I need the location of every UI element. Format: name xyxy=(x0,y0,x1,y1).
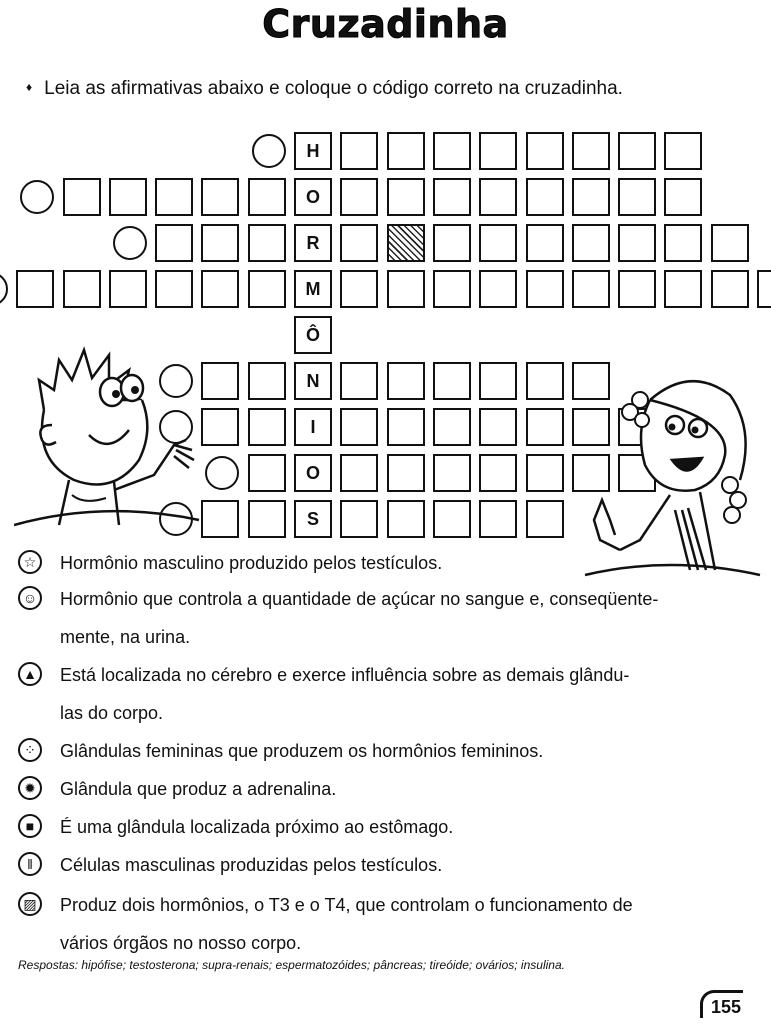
crossword-cell[interactable] xyxy=(479,408,517,446)
clue-text: Glândulas femininas que produzem os hormônios femininos. xyxy=(60,741,544,761)
crossword-cell[interactable] xyxy=(618,224,656,262)
clue-text: Células masculinas produzidas pelos testículos. xyxy=(60,855,443,875)
crossword-cell[interactable] xyxy=(340,224,378,262)
clue-text-continued: las do corpo. xyxy=(60,703,164,723)
crossword-cell[interactable] xyxy=(526,224,564,262)
bullet-icon: ♦ xyxy=(26,80,33,94)
crossword-cell[interactable] xyxy=(479,454,517,492)
instruction-text: Leia as afirmativas abaixo e coloque o código correto na cruzadinha. xyxy=(44,78,623,99)
crossword-cell[interactable] xyxy=(479,224,517,262)
clue-text-continued: mente, na urina. xyxy=(60,627,191,647)
crossword-cell[interactable] xyxy=(387,362,425,400)
crossword-cell[interactable] xyxy=(433,362,471,400)
clue-code-circle[interactable] xyxy=(205,456,239,490)
crossword-cell[interactable] xyxy=(572,178,610,216)
vertical-lines-icon: ‖ xyxy=(18,852,42,876)
crossword-cell[interactable] xyxy=(201,362,239,400)
crossword-cell[interactable] xyxy=(433,224,471,262)
crossword-cell[interactable] xyxy=(433,500,471,538)
crossword-cell[interactable] xyxy=(248,500,286,538)
square-icon: ■ xyxy=(18,814,42,838)
crossword-cell[interactable] xyxy=(664,132,702,170)
crossword-cell[interactable] xyxy=(155,178,193,216)
clue-text: Está localizada no cérebro e exerce influência sobre as demais glându- xyxy=(60,665,630,685)
page-title: Cruzadinha xyxy=(262,2,509,46)
crossword-key-cell[interactable]: O xyxy=(294,178,332,216)
crossword-cell[interactable] xyxy=(526,362,564,400)
crossword-cell[interactable] xyxy=(201,224,239,262)
crossword-cell[interactable] xyxy=(63,178,101,216)
triangle-icon: ▲ xyxy=(18,662,42,686)
crossword-cell[interactable] xyxy=(248,454,286,492)
page-number: 155 xyxy=(700,990,743,1018)
clue-item xyxy=(18,886,758,962)
crossword-cell[interactable] xyxy=(201,270,239,308)
clue-item xyxy=(18,770,758,808)
crossword-cell[interactable] xyxy=(526,132,564,170)
crossword-cell[interactable] xyxy=(618,178,656,216)
instruction xyxy=(26,78,623,100)
clue-text: É uma glândula localizada próximo ao estômago. xyxy=(60,817,454,837)
crossword-cell[interactable] xyxy=(387,454,425,492)
crossword-cell[interactable] xyxy=(433,178,471,216)
clue-code-circle[interactable] xyxy=(252,134,286,168)
crossword-cell[interactable] xyxy=(340,132,378,170)
answers-line: Respostas: hipófise; testosterona; supra-renais; espermatozóides; pâncreas; tireóide; ovários; insulina. xyxy=(18,958,565,972)
clue-text: Hormônio que controla a quantidade de açúcar no sangue e, conseqüente- xyxy=(60,589,659,609)
crossword-cell[interactable] xyxy=(618,132,656,170)
crossword-cell[interactable] xyxy=(479,500,517,538)
crossword-key-cell[interactable]: I xyxy=(294,408,332,446)
crossword-cell[interactable] xyxy=(572,224,610,262)
crossword-cell[interactable] xyxy=(340,454,378,492)
clue-text: Produz dois hormônios, o T3 e o T4, que controlam o funcionamento de xyxy=(60,895,633,915)
star-icon: ☆ xyxy=(18,550,42,574)
crossword-key-cell[interactable]: H xyxy=(294,132,332,170)
crossword-cell[interactable] xyxy=(16,270,54,308)
crossword-cell[interactable] xyxy=(340,408,378,446)
crossword-cell[interactable] xyxy=(618,270,656,308)
crossword-cell[interactable] xyxy=(387,500,425,538)
clue-item xyxy=(18,580,758,656)
crossword-cell[interactable] xyxy=(664,270,702,308)
crossword-cell[interactable] xyxy=(433,132,471,170)
crossword-key-cell[interactable]: O xyxy=(294,454,332,492)
crossword-cell[interactable] xyxy=(479,132,517,170)
crossword-cell[interactable] xyxy=(248,224,286,262)
crossword-cell[interactable] xyxy=(63,270,101,308)
clue-text: Hormônio masculino produzido pelos testículos. xyxy=(60,553,443,573)
clue-code-circle[interactable] xyxy=(113,226,147,260)
crossword-cell[interactable] xyxy=(526,178,564,216)
crossword-cell[interactable] xyxy=(387,408,425,446)
crossword-cell[interactable] xyxy=(526,408,564,446)
clue-item xyxy=(18,846,758,884)
boy-illustration xyxy=(14,330,204,530)
smiley-icon: ☺ xyxy=(18,586,42,610)
crossword-cell[interactable] xyxy=(248,178,286,216)
sun-icon: ✹ xyxy=(18,776,42,800)
crossword-cell[interactable] xyxy=(387,132,425,170)
crossword-cell[interactable] xyxy=(433,408,471,446)
dots-icon: ⁘ xyxy=(18,738,42,762)
crossword-key-cell[interactable]: R xyxy=(294,224,332,262)
crossword-cell[interactable] xyxy=(340,178,378,216)
crossword-key-cell[interactable]: N xyxy=(294,362,332,400)
crossword-cell[interactable] xyxy=(572,132,610,170)
crossword-cell[interactable] xyxy=(201,408,239,446)
crossword-cell[interactable] xyxy=(387,270,425,308)
crossword-cell[interactable] xyxy=(711,270,749,308)
crossword-cell[interactable] xyxy=(526,500,564,538)
clue-item xyxy=(18,544,758,582)
crossword-cell[interactable] xyxy=(340,500,378,538)
crossword-cell[interactable] xyxy=(664,178,702,216)
crossword-cell[interactable] xyxy=(201,178,239,216)
crossword-key-cell[interactable]: M xyxy=(294,270,332,308)
crossword-cell[interactable] xyxy=(387,224,425,262)
crossword-cell[interactable] xyxy=(526,270,564,308)
clue-text: Glândula que produz a adrenalina. xyxy=(60,779,337,799)
crossword-key-cell[interactable]: S xyxy=(294,500,332,538)
crossword-cell[interactable] xyxy=(109,178,147,216)
crossword-cell[interactable] xyxy=(155,224,193,262)
clue-item xyxy=(18,732,758,770)
clue-code-circle[interactable] xyxy=(20,180,54,214)
crossword-cell[interactable] xyxy=(479,270,517,308)
crossword-cell[interactable] xyxy=(664,224,702,262)
crossword-cell[interactable] xyxy=(387,178,425,216)
hatched-circle-icon: ▨ xyxy=(18,892,42,916)
crossword-cell[interactable] xyxy=(248,408,286,446)
crossword-cell[interactable] xyxy=(757,270,771,308)
crossword-cell[interactable] xyxy=(433,270,471,308)
clue-text-continued: vários órgãos no nosso corpo. xyxy=(60,933,302,953)
crossword-cell[interactable] xyxy=(479,178,517,216)
crossword-cell[interactable] xyxy=(109,270,147,308)
clue-item xyxy=(18,656,758,732)
clue-item xyxy=(18,808,758,846)
crossword-key-cell[interactable]: Ô xyxy=(294,316,332,354)
clue-code-circle[interactable] xyxy=(0,272,8,306)
crossword-cell[interactable] xyxy=(201,500,239,538)
crossword-cell[interactable] xyxy=(155,270,193,308)
crossword-cell[interactable] xyxy=(340,270,378,308)
crossword-cell[interactable] xyxy=(248,270,286,308)
crossword-cell[interactable] xyxy=(711,224,749,262)
crossword-cell[interactable] xyxy=(479,362,517,400)
crossword-cell[interactable] xyxy=(433,454,471,492)
crossword-cell[interactable] xyxy=(248,362,286,400)
crossword-cell[interactable] xyxy=(340,362,378,400)
crossword-cell[interactable] xyxy=(572,270,610,308)
crossword-cell[interactable] xyxy=(526,454,564,492)
